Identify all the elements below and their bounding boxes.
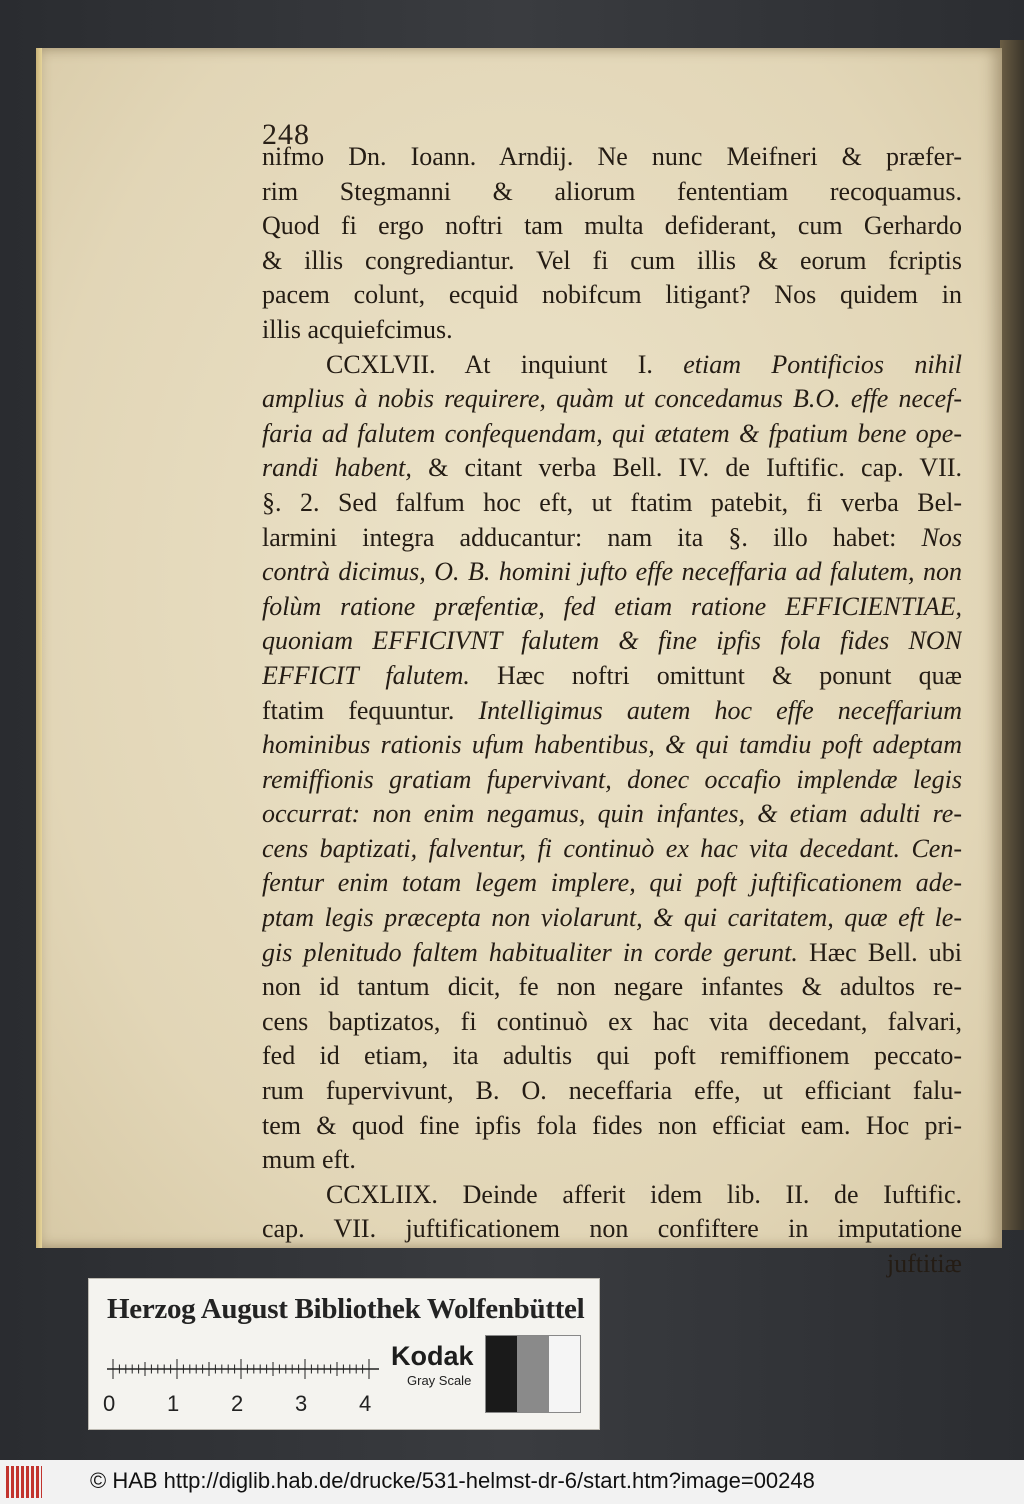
text-line	[262, 555, 962, 590]
text-segment: CCXLIIX. Deinde afferit idem lib. II. de Iuftific.	[326, 1179, 962, 1209]
footer-bar	[0, 1460, 1024, 1504]
hab-logo-icon	[6, 1466, 42, 1498]
text-segment: Nos	[921, 522, 962, 552]
ruler-number: 1	[167, 1391, 180, 1416]
kodak-logo: Kodak	[391, 1341, 474, 1371]
text-segment: non id tantum dicit, fe non negare infantes & adultos re-	[262, 972, 962, 1002]
text-line	[262, 1005, 962, 1040]
text-segment: cap. VII. juftificationem non confiftere in imputatione	[262, 1214, 962, 1244]
text-segment: Quod fi ergo noftri tam multa defiderant, cum Gerhardo	[262, 211, 962, 241]
text-segment: hominibus rationis ufum habentibus, & qui tamdiu poft adeptam	[262, 730, 962, 760]
gray-swatch	[549, 1336, 580, 1412]
text-line	[262, 1212, 962, 1247]
text-segment: EFFICIT falutem.	[262, 660, 470, 690]
text-segment: amplius à nobis requirere, quàm ut concedamus B.O. effe necef-	[262, 384, 962, 414]
footer-copyright: © HAB http://diglib.hab.de/drucke/531-helmst-dr-6/start.htm?image=00248	[90, 1468, 815, 1493]
text-segment: randi habent,	[262, 453, 412, 483]
page-number: 248	[262, 118, 310, 151]
text-segment: occurrat: non enim negamus, quin infantes, & etiam adulti re-	[262, 799, 962, 829]
text-segment: gis plenitudo faltem habitualiter in corde gerunt.	[262, 937, 798, 967]
text-segment: remiffionis gratiam fupervivant, donec occafio implendæ legis	[262, 764, 962, 794]
text-line	[262, 348, 962, 383]
text-line	[262, 1247, 962, 1282]
text-segment: tem & quod fine ipfis fola fides non efficiat eam. Hoc pri-	[262, 1110, 962, 1140]
text-line	[262, 866, 962, 901]
book-spine	[1000, 40, 1024, 1230]
text-line	[262, 797, 962, 832]
ruler-number: 2	[231, 1391, 244, 1416]
text-segment: illis acquiefcimus.	[262, 314, 453, 344]
text-segment: juftitiæ	[886, 1249, 962, 1278]
text-segment: mum eft.	[262, 1145, 356, 1175]
text-segment: folùm ratione præfentiæ, fed etiam ratione EFFICIENTIAE,	[262, 591, 962, 621]
page-text	[262, 140, 962, 1282]
text-line	[262, 1039, 962, 1074]
text-segment: Hæc Bell. ubi	[797, 937, 962, 967]
ruler-number: 4	[359, 1391, 372, 1416]
text-segment: quoniam EFFICIVNT falutem & fine ipfis fola fides NON	[262, 626, 962, 656]
text-line	[262, 832, 962, 867]
gray-scale-text: Gray Scale	[407, 1373, 472, 1388]
text-line	[262, 175, 962, 210]
text-line	[262, 901, 962, 936]
ruler-number: 3	[295, 1391, 308, 1416]
gray-swatch	[486, 1336, 517, 1412]
text-line	[262, 659, 962, 694]
text-line	[262, 1143, 962, 1178]
text-line	[262, 244, 962, 279]
ruler-number: 0	[103, 1391, 116, 1416]
text-line	[262, 694, 962, 729]
text-segment: nifmo Dn. Ioann. Arndij. Ne nunc Meifneri & præfer-	[262, 142, 962, 171]
text-segment: etiam Pontificios nihil	[683, 349, 962, 379]
library-label	[88, 1278, 600, 1430]
text-line	[262, 728, 962, 763]
gray-scale-swatches	[485, 1335, 581, 1413]
text-segment: ptam legis præcepta non violarunt, & qui caritatem, quæ eft le-	[262, 903, 962, 933]
text-line	[262, 486, 962, 521]
ruler-numbers	[103, 1391, 403, 1421]
text-segment: ftatim fequuntur.	[262, 695, 479, 725]
text-segment: larmini integra adducantur: nam ita §. illo habet:	[262, 522, 922, 552]
text-segment: & citant verba Bell. IV. de Iuftific. cap. VII.	[411, 453, 962, 483]
text-line	[262, 313, 962, 348]
text-segment: §. 2. Sed falfum hoc eft, ut ftatim patebit, fi verba Bel-	[262, 487, 962, 517]
text-line	[262, 382, 962, 417]
text-segment: rum fupervivunt, B. O. neceffaria effe, ut efficiant falu-	[262, 1076, 962, 1106]
text-line	[262, 451, 962, 486]
page-edge	[36, 48, 42, 1248]
text-line	[262, 521, 962, 556]
label-title: Herzog August Bibliothek Wolfenbüttel	[107, 1293, 585, 1325]
text-segment: Hæc noftri omittunt & ponunt quæ	[469, 660, 962, 690]
text-line	[262, 590, 962, 625]
text-segment: fentur enim totam legem implere, qui poft juftificationem ade-	[262, 868, 962, 898]
text-segment: & illis congrediantur. Vel fi cum illis & eorum fcriptis	[262, 245, 962, 275]
text-line	[262, 970, 962, 1005]
gray-swatch	[517, 1336, 548, 1412]
text-line	[262, 140, 962, 175]
text-line	[262, 417, 962, 452]
text-line	[262, 209, 962, 244]
text-segment: pacem colunt, ecquid nobifcum litigant? Nos quidem in	[262, 280, 962, 310]
ruler-scale	[107, 1349, 379, 1391]
text-segment: cens baptizati, falventur, fi continuò ex hac vita decedant. Cen-	[262, 833, 962, 863]
text-segment: faria ad falutem confequendam, qui ætatem & fpatium bene ope-	[262, 418, 962, 448]
text-line	[262, 763, 962, 798]
text-line	[262, 936, 962, 971]
text-segment: contrà dicimus, O. B. homini jufto effe neceffaria ad falutem, non	[262, 557, 962, 587]
text-line	[262, 278, 962, 313]
text-segment: CCXLVII. At inquiunt I.	[326, 349, 684, 379]
text-segment: rim Stegmanni & aliorum fententiam recoquamus.	[262, 176, 962, 206]
text-segment: fed id etiam, ita adultis qui poft remiffionem peccato-	[262, 1041, 962, 1071]
text-segment: Intelligimus autem hoc effe neceffarium	[478, 695, 962, 725]
text-line	[262, 1178, 962, 1213]
text-line	[262, 624, 962, 659]
text-line	[262, 1109, 962, 1144]
text-line	[262, 1074, 962, 1109]
text-segment: cens baptizatos, fi continuò ex hac vita decedant, falvari,	[262, 1006, 962, 1036]
